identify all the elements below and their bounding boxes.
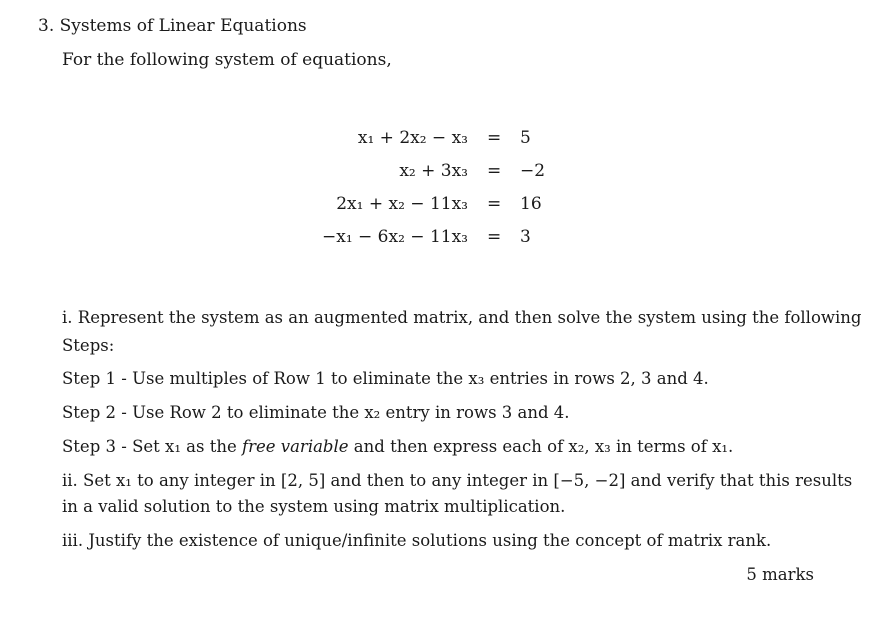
equation-1-lhs: x₁ + 2x₂ − x₃ [357,128,468,148]
part-i-line-1: i. Represent the system as an augmented matrix, and then solve the system using the following [62,308,862,327]
equation-1-rhs: 5 [520,128,531,148]
step-2-text: Step 2 - Use Row 2 to eliminate the x₂ entry in rows 3 and 4. [62,403,570,422]
equation-3-lhs: 2x₁ + x₂ − 11x₃ [336,194,468,214]
part-ii-line-2: in a valid solution to the system using matrix multiplication. [62,497,566,516]
step-3-suffix: and then express each of x₂, x₃ in terms of x₁. [348,437,734,456]
equation-4-rhs: 3 [520,227,531,247]
equation-1-equals: = [487,128,502,148]
equation-2-rhs: −2 [520,161,546,181]
intro-text: For the following system of equations, [62,50,392,70]
step-1-text: Step 1 - Use multiples of Row 1 to eliminate the x₃ entries in rows 2, 3 and 4. [62,369,709,388]
equation-2-lhs: x₂ + 3x₃ [399,161,468,181]
equation-3-rhs: 16 [520,194,542,214]
equation-3-equals: = [487,194,502,214]
equation-4-equals: = [487,227,502,247]
equation-2-equals: = [487,161,502,181]
question-heading: 3. Systems of Linear Equations [38,16,307,36]
part-iii-text: iii. Justify the existence of unique/infinite solutions using the concept of matrix rank. [62,531,772,550]
part-i-line-2: Steps: [62,336,115,355]
equation-4-lhs: −x₁ − 6x₂ − 11x₃ [321,227,468,247]
step-3-text [62,437,733,456]
step-3-prefix: Step 3 - Set x₁ as the [62,437,242,456]
free-variable-emphasis: free variable [242,437,349,456]
part-ii-line-1: ii. Set x₁ to any integer in [2, 5] and then to any integer in [−5, −2] and verify that this results [62,471,853,490]
marks-label: 5 marks [746,565,814,584]
